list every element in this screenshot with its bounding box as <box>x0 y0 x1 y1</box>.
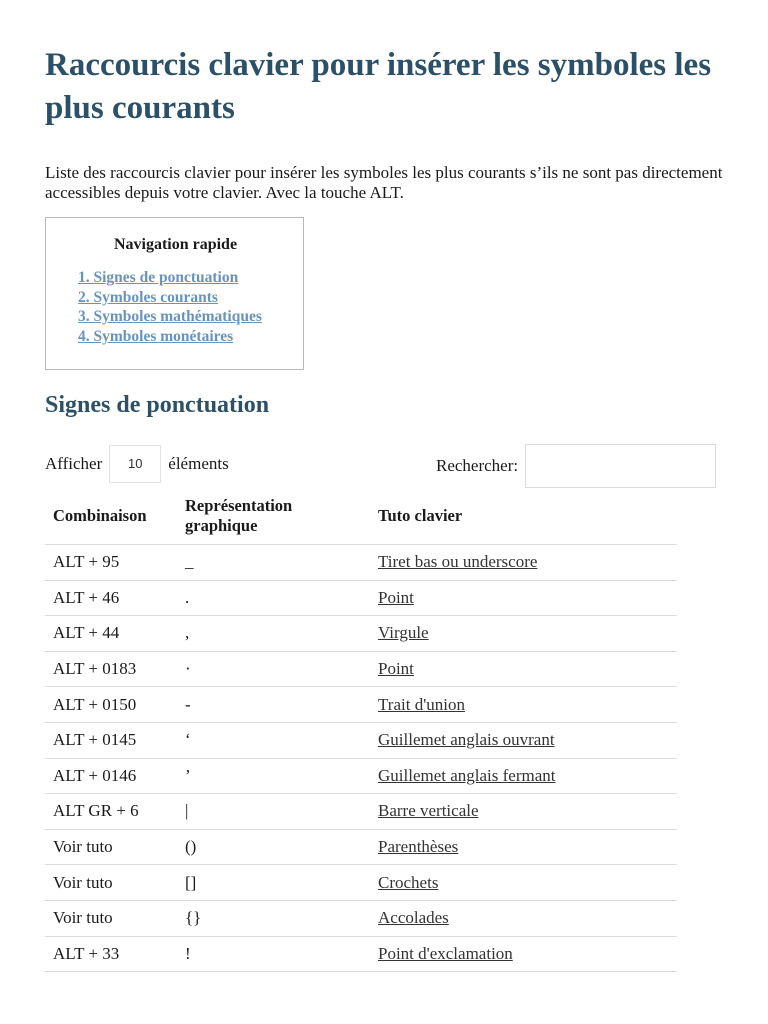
table-row <box>45 545 677 581</box>
cell-symbol: _ <box>177 545 370 581</box>
cell-symbol: ! <box>177 936 370 972</box>
cell-symbol: - <box>177 687 370 723</box>
cell-tuto <box>370 722 677 758</box>
cell-symbol: [] <box>177 865 370 901</box>
tuto-link[interactable]: Accolades <box>378 908 449 928</box>
tuto-link[interactable]: Point <box>378 587 414 607</box>
cell-symbol: · <box>177 651 370 687</box>
tuto-link[interactable]: Point d'exclamation <box>378 943 513 963</box>
cell-combo: ALT + 33 <box>45 936 177 972</box>
search-input[interactable] <box>525 444 716 488</box>
toc-item <box>78 307 262 327</box>
table-row <box>45 829 677 865</box>
search-control <box>436 444 716 488</box>
toc-link-symboles-monetaires[interactable]: 4. Symboles monétaires <box>78 327 234 345</box>
table-row <box>45 651 677 687</box>
cell-combo: ALT + 0183 <box>45 651 177 687</box>
page-length-select[interactable]: 10 <box>109 445 161 483</box>
cell-tuto <box>370 616 677 652</box>
table-row <box>45 580 677 616</box>
tuto-link[interactable]: Guillemet anglais ouvrant <box>378 730 555 750</box>
cell-symbol: {} <box>177 900 370 936</box>
intro-text: Liste des raccourcis clavier pour insérer les symboles les plus courants s’ils ne sont pas directement accessibles depuis votre clavier. Avec la touche ALT. <box>45 163 723 202</box>
toc-item <box>78 327 262 347</box>
toc-item <box>78 288 262 308</box>
tuto-link[interactable]: Point <box>378 659 414 679</box>
tuto-link[interactable]: Crochets <box>378 872 439 892</box>
quick-navigation-title: Navigation rapide <box>113 236 238 253</box>
table-row <box>45 900 677 936</box>
toc-link-symboles-mathematiques[interactable]: 3. Symboles mathématiques <box>78 308 262 325</box>
header-tuto[interactable]: Tuto clavier <box>370 490 677 545</box>
table-row <box>45 865 677 901</box>
cell-combo: ALT + 0150 <box>45 687 177 723</box>
header-combinaison[interactable]: Combinaison <box>45 490 177 545</box>
table-header-row <box>45 490 677 545</box>
show-label: Afficher <box>45 454 103 473</box>
quick-navigation-box <box>45 217 304 370</box>
cell-tuto <box>370 829 677 865</box>
cell-combo: ALT + 95 <box>45 545 177 581</box>
toc-item <box>78 268 262 288</box>
cell-tuto <box>370 651 677 687</box>
cell-tuto <box>370 580 677 616</box>
quick-navigation-list <box>78 268 262 346</box>
search-label: Rechercher: <box>436 456 519 475</box>
cell-symbol: , <box>177 616 370 652</box>
cell-combo: Voir tuto <box>45 865 177 901</box>
cell-tuto <box>370 545 677 581</box>
cell-symbol: ’ <box>177 758 370 794</box>
cell-tuto <box>370 865 677 901</box>
cell-combo: ALT + 0146 <box>45 758 177 794</box>
section-title: Signes de ponctuation <box>45 392 270 418</box>
header-representation[interactable]: Représentation graphique <box>177 490 370 545</box>
tuto-link[interactable]: Trait d'union <box>378 694 465 714</box>
cell-combo: ALT + 44 <box>45 616 177 652</box>
toc-link-ponctuation[interactable]: 1. Signes de ponctuation <box>78 269 239 286</box>
cell-combo: Voir tuto <box>45 829 177 865</box>
cell-combo: ALT + 0145 <box>45 722 177 758</box>
page-length-control <box>45 444 229 484</box>
cell-combo: Voir tuto <box>45 900 177 936</box>
cell-tuto <box>370 758 677 794</box>
table-row <box>45 794 677 830</box>
tuto-link[interactable]: Virgule <box>378 623 429 643</box>
cell-tuto <box>370 687 677 723</box>
cell-tuto <box>370 936 677 972</box>
table-row <box>45 722 677 758</box>
toc-link-symboles-courants[interactable]: 2. Symboles courants <box>78 288 218 306</box>
cell-combo: ALT GR + 6 <box>45 794 177 830</box>
cell-symbol: . <box>177 580 370 616</box>
cell-combo: ALT + 46 <box>45 580 177 616</box>
entries-label: éléments <box>168 454 229 473</box>
tuto-link[interactable]: Tiret bas ou underscore <box>378 552 538 572</box>
tuto-link[interactable]: Barre verticale <box>378 801 479 821</box>
tuto-link[interactable]: Parenthèses <box>378 837 459 857</box>
cell-tuto <box>370 794 677 830</box>
table-row <box>45 616 677 652</box>
cell-symbol: ‘ <box>177 722 370 758</box>
tuto-link[interactable]: Guillemet anglais fermant <box>378 765 556 785</box>
table-row <box>45 687 677 723</box>
cell-symbol: () <box>177 829 370 865</box>
cell-symbol: | <box>177 794 370 830</box>
cell-tuto <box>370 900 677 936</box>
page-title: Raccourcis clavier pour insérer les symboles les plus courants <box>45 47 712 126</box>
table-row <box>45 758 677 794</box>
table-row <box>45 936 677 972</box>
shortcuts-table <box>45 490 677 972</box>
